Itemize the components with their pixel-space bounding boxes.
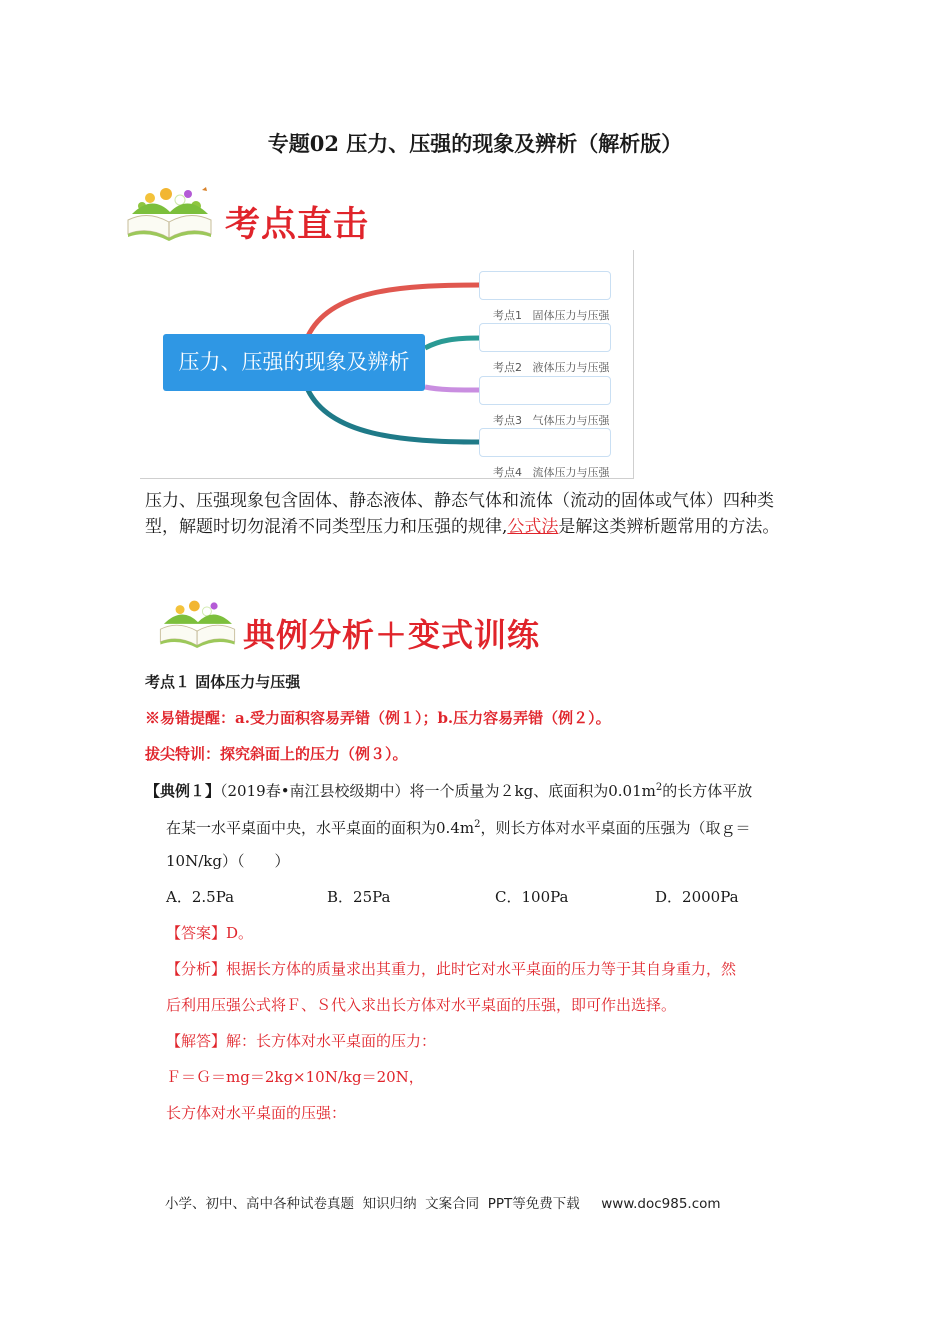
intro-text-tail: 是解这类辨析题常用的方法。: [558, 517, 780, 537]
answer: 【答案】D。: [166, 924, 254, 942]
advanced-training: 拔尖特训：探究斜面上的压力（例３）。: [145, 745, 408, 763]
branch-label: 固体压力与压强: [532, 309, 610, 322]
branch-label: 液体压力与压强: [532, 361, 610, 374]
mindmap-branch-4: [479, 428, 611, 479]
document-title: 专题02 压力、压强的现象及辨析（解析版）: [267, 131, 683, 156]
option-b: B．25Pa: [327, 888, 391, 906]
error-prone-tip: ※易错提醒：a.受力面积容易弄错（例１）；b.压力容易弄错（例２）。: [145, 709, 611, 727]
example-1-line-3: 10N/kg）（ ）: [166, 852, 290, 870]
branch-number: 考点2: [493, 361, 522, 374]
example-label: 【典例１】: [145, 782, 221, 800]
flower-decoration: [132, 188, 208, 214]
option-a: A．2.5Pa: [166, 888, 235, 906]
solution-line-1: 【解答】解：长方体对水平桌面的压力：: [166, 1032, 437, 1050]
analysis-line-1: 【分析】根据长方体的质量求出其重力，此时它对水平桌面的压力等于其自身重力，然: [166, 960, 737, 978]
branch-number: 考点3: [493, 414, 522, 427]
point-1-title: 考点１ 固体压力与压强: [145, 673, 301, 691]
analysis-line-2: 后利用压强公式将Ｆ、Ｓ代入求出长方体对水平桌面的压强，即可作出选择。: [166, 996, 677, 1014]
option-c: C．100Pa: [495, 888, 569, 906]
branch-label: 流体压力与压强: [532, 466, 610, 479]
intro-paragraph: [145, 488, 805, 540]
branch-number: 考点4: [493, 466, 522, 479]
mindmap-center-node: 压力、压强的现象及辨析: [163, 334, 425, 391]
solution-label: 【解答】: [166, 1032, 227, 1050]
mindmap-branch-3: [479, 376, 611, 427]
example-1-line-1: 【典例１】（2019春•南江县校级期中）将一个质量为２kg、底面积为$0.01m^2$的长方体平放: [145, 782, 753, 800]
option-d: D．2000Pa: [655, 888, 739, 906]
formula-method-link[interactable]: 公式法: [507, 517, 559, 537]
mindmap-branch-2: [479, 323, 611, 374]
section-heading-exam-points: 考点直击: [225, 205, 370, 245]
intro-text: 压力、压强现象包含固体、静态液体、静态气体和流体（流动的固体或气体）四种类型，解题时切勿混淆不同类型压力和压强的规律,: [145, 491, 774, 537]
solution-line-2: Ｆ＝Ｇ＝mg＝2kg×10N/kg＝20N，: [166, 1068, 424, 1086]
solution-line-3: 长方体对水平桌面的压强：: [166, 1104, 347, 1122]
example-1-line-2: 在某一水平桌面中央，水平桌面的面积为$0.4m^2$，则长方体对水平桌面的压强为（取ｇ＝: [166, 819, 751, 837]
branch-number: 考点1: [493, 309, 522, 322]
open-book-icon: [122, 184, 217, 242]
section-heading-examples: 典例分析＋变式训练: [243, 616, 541, 654]
open-book-icon: [155, 595, 240, 651]
branch-label: 气体压力与压强: [532, 414, 610, 427]
page-footer: 小学、初中、高中各种试卷真题 知识归纳 文案合同 PPT等免费下载 www.doc985.com: [165, 1196, 721, 1212]
mindmap-branch-1: [479, 271, 611, 322]
